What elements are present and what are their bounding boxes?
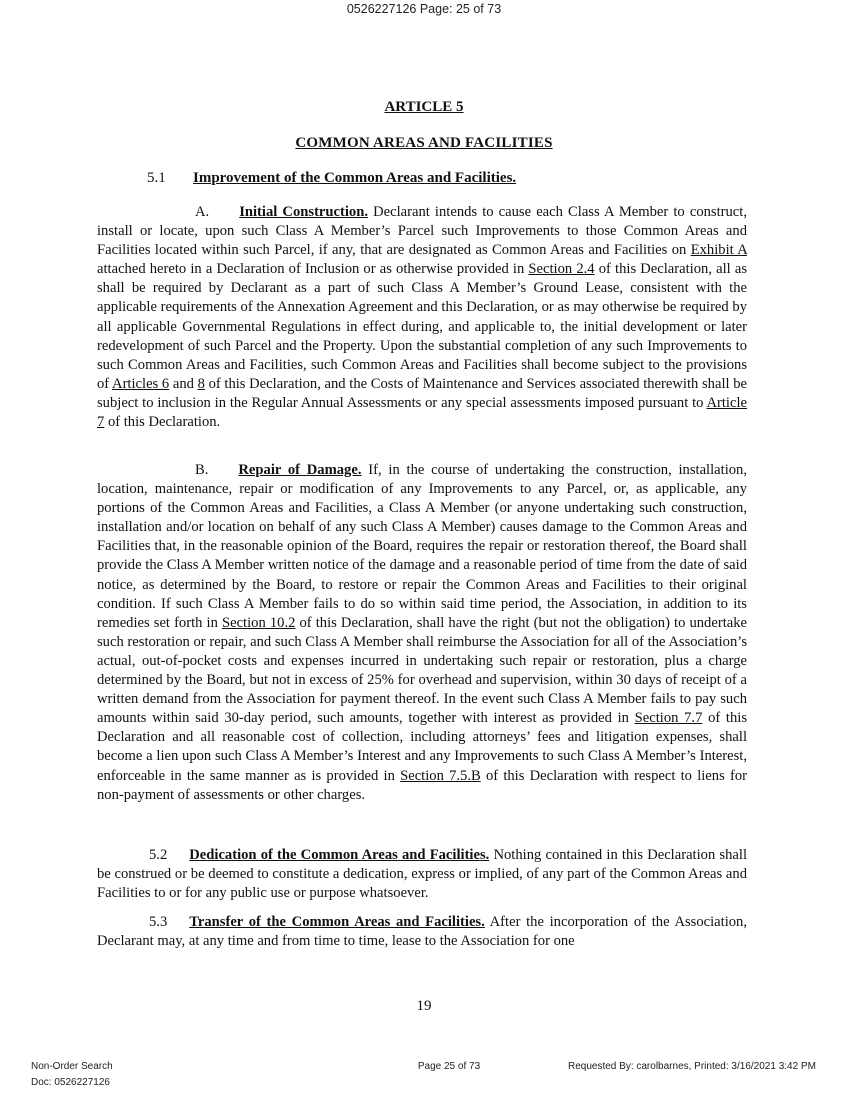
- paragraph-text: of this Declaration, shall have the right (but not the obligation) to undertake such restoration or repair, and such Class A Member shall reimburse the Association for all of the Association’s actual, out-of-pocket costs and expenses incurred in undertaking such repair or restoration, plus a charge determined by the Board, but not in excess of 25% for overhead and supervision, within 30 days of receipt of a written demand from the Association for payment thereof. In the event such Class A Member fails to pay such amounts within said 30-day period, such amounts, together with interest as provided in: [97, 614, 747, 727]
- paragraph-heading: Initial Construction.: [239, 204, 368, 220]
- page-number: 19: [416, 998, 432, 1014]
- paragraph-text: Nothing contained in this Declaration shall be construed or be deemed to constitute a dedication, express or implied, of any part of the Common Areas and Facilities to or for any public use or purpose whatsoever.: [97, 847, 747, 902]
- paragraph-text: of this Declaration, all as shall be required by Declarant as a part of such Class A Member’s Ground Lease, consistent with the applicable requirements of the Annexation Agreement and this Declaration, or as may otherwise be required by all applicable Governmental Regulations in effect during, and applicable to, the initial development or later redevelopment of such Parcel and the Property. Upon the substantial completion of any such Improvements to such Common Areas and Facilities, such Common Areas and Facilities shall become subject to the provisions of: [97, 261, 748, 392]
- paragraph-a-initial-construction: [97, 203, 747, 432]
- section-number: 5.1: [147, 170, 166, 186]
- paragraph-label: B.: [195, 462, 209, 478]
- paragraph-text: If, in the course of undertaking the construction, installation, location, maintenance, repair or modification of any Improvements to any Parcel, or, as applicable, any portions of the Common Areas and Facilities, a Class A Member (or anyone undertaking such construction, installation and/or location on behalf of any such Class A Member) causes damage to the Common Areas and Facilities that, in the reasonable opinion of the Board, requires the repair or restoration thereof, the Board shall provide the Class A Member written notice of the damage and a reasonable period of time from the date of said notice, as determined by the Board, to restore or repair the Common Areas and Facilities to their original condition. If such Class A Member fails to do so within said time period, the Association, in addition to its remedies set forth in: [97, 462, 747, 631]
- footer-search-type: Non-Order Search: [31, 1061, 113, 1072]
- paragraph-text: Declarant intends to cause each Class A Member to construct, install or locate, upon such Class A Member’s Parcel such Improvements to those Common Areas and Facilities located within such Parcel, if any, that are designated as Common Areas and Facilities on: [97, 204, 747, 259]
- section-title: Improvement of the Common Areas and Facilities.: [193, 170, 517, 186]
- section-number: 5.2: [149, 847, 168, 863]
- section-5-3-transfer: [97, 913, 747, 951]
- cross-reference: Section 7.5.B: [400, 767, 481, 784]
- section-heading: Dedication of the Common Areas and Facilities.: [189, 847, 490, 863]
- paragraph-text: attached hereto in a Declaration of Inclusion or as otherwise provided in: [97, 261, 529, 278]
- paragraph-text: and: [169, 375, 198, 392]
- cross-reference: Section 2.4: [528, 261, 595, 278]
- paragraph-label: A.: [195, 204, 210, 220]
- article-heading: COMMON AREAS AND FACILITIES: [295, 135, 553, 151]
- paragraph-text: of this Declaration with respect to liens for non-payment of assessments or other charges.: [97, 767, 747, 803]
- document-page-header: 0526227126 Page: 25 of 73: [346, 2, 502, 16]
- paragraph-heading: Repair of Damage.: [238, 462, 362, 478]
- cross-reference: Articles 6: [112, 375, 170, 392]
- paragraph-text: of this Declaration, and the Costs of Maintenance and Services associated therewith shall be subject to inclusion in the Regular Annual Assessments or any special assessments imposed pursuant to: [97, 375, 747, 411]
- section-5-1-heading: [147, 170, 516, 187]
- cross-reference: Article 7: [97, 394, 747, 431]
- cross-reference: Exhibit A: [690, 242, 748, 259]
- cross-reference: 8: [197, 375, 205, 392]
- article-title: ARTICLE 5: [384, 99, 464, 115]
- paragraph-text: After the incorporation of the Association, Declarant may, at any time and from time to time, lease to the Association for one: [97, 914, 747, 950]
- paragraph-b-repair-of-damage: [97, 461, 747, 805]
- paragraph-text: of this Declaration.: [104, 414, 221, 431]
- section-heading: Transfer of the Common Areas and Facilities.: [189, 914, 485, 930]
- footer-doc-id: Doc: 0526227126: [31, 1077, 110, 1088]
- section-number: 5.3: [149, 914, 168, 930]
- footer-requested-by: Requested By: carolbarnes, Printed: 3/16/2021 3:42 PM: [568, 1061, 816, 1072]
- cross-reference: Section 10.2: [221, 614, 296, 631]
- cross-reference: Section 7.7: [634, 710, 703, 727]
- section-5-2-dedication: [97, 846, 747, 903]
- footer-page-count: Page 25 of 73: [417, 1061, 481, 1072]
- paragraph-text: of this Declaration and all reasonable cost of collection, including attorneys’ fees and litigation expenses, shall become a lien upon such Class A Member’s Interest and any Improvements to such Class A Member’s Interest, enforceable in the same manner as is provided in: [97, 710, 747, 784]
